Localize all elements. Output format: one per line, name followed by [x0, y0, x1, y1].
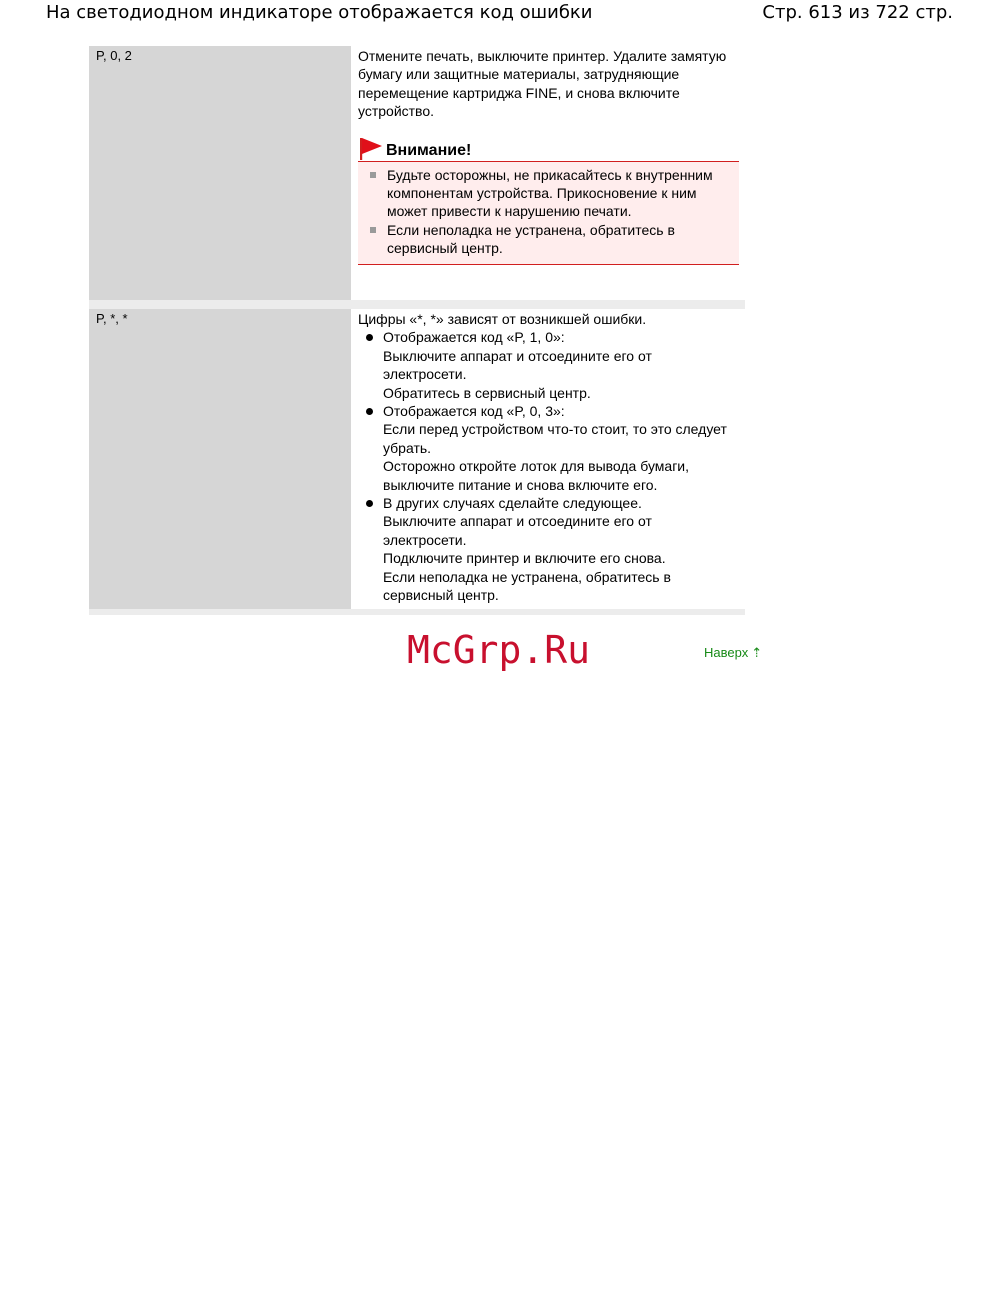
watermark-logo: McGrp.Ru	[407, 628, 591, 672]
list-item	[358, 221, 739, 258]
row-divider	[89, 609, 745, 615]
error-intro: Цифры «*, *» зависят от возникшей ошибки.	[358, 311, 647, 327]
back-to-top-link[interactable]	[704, 645, 762, 661]
caution-box	[358, 135, 739, 265]
caution-item-text: Будьте осторожны, не прикасайтесь к внутренним компонентам устройства. Прикосновение к ним может привести к нарушению печати.	[387, 166, 713, 220]
square-bullet-icon	[370, 227, 376, 233]
caution-title: Внимание!	[386, 141, 472, 159]
instruction-list	[358, 328, 739, 604]
list-item	[358, 402, 739, 494]
page-number: Стр. 613 из 722 стр.	[762, 2, 953, 23]
instruction-text: В других случаях сделайте следующее. Выключите аппарат и отсоедините его от электросети. Подключите принтер и включите его снова. Если неполадка не устранена, обратитесь в сервисный центр.	[383, 495, 671, 604]
bullet-dot-icon	[366, 408, 373, 415]
caution-item-text: Если неполадка не устранена, обратитесь в сервисный центр.	[387, 221, 675, 257]
bullet-dot-icon	[366, 500, 373, 507]
caution-list	[358, 166, 739, 258]
error-code-table	[89, 46, 745, 615]
error-code-cell: P, *, *	[89, 309, 351, 609]
page-title: На светодиодном индикаторе отображается код ошибки	[46, 2, 593, 23]
back-to-top-label: Наверх	[704, 645, 749, 660]
square-bullet-icon	[370, 172, 376, 178]
table-row	[89, 309, 745, 609]
caution-header	[358, 135, 739, 161]
page-header	[0, 0, 1000, 30]
error-code-cell: P, 0, 2	[89, 46, 351, 300]
row-divider	[89, 300, 745, 309]
list-item	[358, 166, 739, 221]
bullet-dot-icon	[366, 334, 373, 341]
instruction-text: Отображается код «P, 0, 3»: Если перед устройством что-то стоит, то это следует убрать. Осторожно откройте лоток для вывода бумаги, выключите питание и снова включите его.	[383, 403, 727, 493]
caution-body	[358, 161, 739, 265]
list-item	[358, 494, 739, 604]
arrow-up-icon: ⇡	[751, 645, 763, 660]
red-flag-icon	[358, 135, 384, 161]
instruction-text: Отображается код «P, 1, 0»: Выключите аппарат и отсоедините его от электросети. Обратитесь в сервисный центр.	[383, 329, 652, 401]
error-description-cell	[351, 46, 745, 300]
list-item	[358, 328, 739, 402]
error-description: Отмените печать, выключите принтер. Удалите замятую бумагу или защитные материалы, затрудняющие перемещение картриджа FINE, и снова включите устройство.	[358, 48, 727, 120]
error-description-cell	[351, 309, 745, 609]
table-row	[89, 46, 745, 300]
